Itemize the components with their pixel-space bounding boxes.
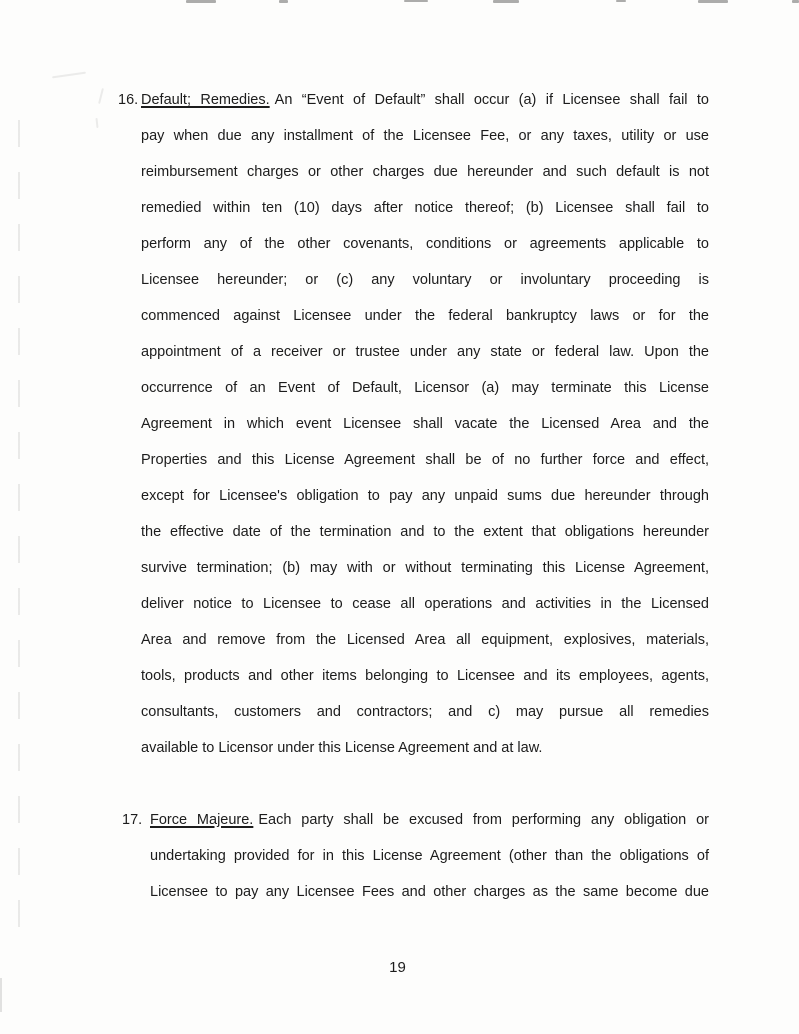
paragraph-number: 16.	[118, 92, 139, 108]
paragraph-heading: Default; Remedies.	[141, 92, 270, 108]
text-line: undertaking provided for in this License Agreement (other than the obligations of	[150, 848, 709, 864]
text-line: Agreement in which event Licensee shall vacate the Licensed Area and the	[141, 416, 709, 432]
paragraph-default-remedies	[118, 82, 709, 766]
text-line: occurrence of an Event of Default, Licensor (a) may terminate this License	[141, 380, 709, 396]
scan-artifact	[0, 978, 2, 1012]
text-line: Area and remove from the Licensed Area all equipment, explosives, materials,	[141, 632, 709, 648]
scan-artifact	[698, 0, 728, 3]
scan-artifact	[616, 0, 626, 2]
paragraph-number: 17.	[122, 812, 143, 828]
scan-artifact	[98, 88, 104, 104]
text-line: except for Licensee's obligation to pay any unpaid sums due hereunder through	[141, 488, 709, 504]
scan-artifact	[52, 72, 86, 79]
page-number: 19	[389, 959, 406, 976]
paragraph-heading: Force Majeure.	[150, 812, 254, 828]
paragraph-body	[150, 802, 709, 910]
text-line: survive termination; (b) may with or without terminating this License Agreement,	[141, 560, 709, 576]
paragraph-force-majeure	[118, 802, 709, 910]
first-line-text: Each party shall be excused from performing any obligation or	[258, 812, 709, 828]
text-line: Licensee to pay any Licensee Fees and other charges as the same become due	[150, 884, 709, 900]
text-line: appointment of a receiver or trustee under any state or federal law. Upon the	[141, 344, 709, 360]
paragraph-lines	[141, 118, 709, 766]
page-footer	[0, 958, 795, 978]
text-line: available to Licensor under this License Agreement and at law.	[141, 740, 543, 756]
text-line: Licensee hereunder; or (c) any voluntary or involuntary proceeding is	[141, 272, 709, 288]
text-line: reimbursement charges or other charges due hereunder and such default is not	[141, 164, 709, 180]
text-line: Properties and this License Agreement shall be of no further force and effect,	[141, 452, 709, 468]
text-line: perform any of the other covenants, conditions or agreements applicable to	[141, 236, 709, 252]
scan-artifact	[186, 0, 216, 3]
scan-artifact	[95, 118, 98, 128]
scan-artifact	[792, 0, 799, 3]
text-line: consultants, customers and contractors; and c) may pursue all remedies	[141, 704, 709, 720]
text-line-first	[150, 802, 709, 838]
paragraph-body	[141, 82, 709, 766]
scan-artifact	[493, 0, 519, 3]
text-line: remedied within ten (10) days after notice thereof; (b) Licensee shall fail to	[141, 200, 709, 216]
text-line: tools, products and other items belonging to Licensee and its employees, agents,	[141, 668, 709, 684]
scan-artifact-margin-dashes	[18, 120, 20, 936]
text-line-first	[141, 82, 709, 118]
text-line: pay when due any installment of the Licensee Fee, or any taxes, utility or use	[141, 128, 709, 144]
text-line: commenced against Licensee under the federal bankruptcy laws or for the	[141, 308, 709, 324]
paragraph-lines	[150, 838, 709, 910]
scan-artifact	[279, 0, 288, 3]
text-line: deliver notice to Licensee to cease all operations and activities in the Licensed	[141, 596, 709, 612]
text-line: the effective date of the termination and to the extent that obligations hereunder	[141, 524, 709, 540]
scan-artifact	[404, 0, 428, 2]
page-content	[118, 82, 709, 910]
first-line-text: An “Event of Default” shall occur (a) if Licensee shall fail to	[274, 92, 709, 108]
